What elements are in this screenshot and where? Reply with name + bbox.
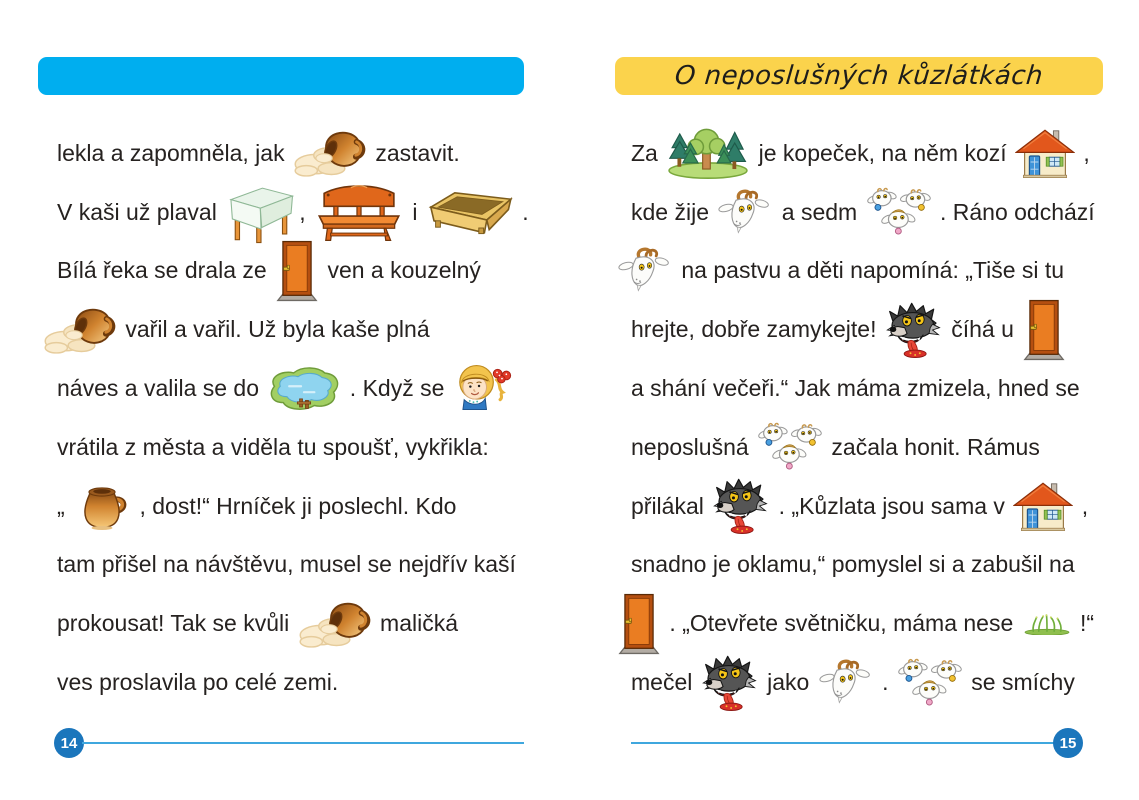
door-icon — [1022, 298, 1066, 362]
story-text: jako — [760, 669, 816, 696]
story-line — [57, 653, 527, 712]
story-text: číhá u — [944, 316, 1021, 343]
story-text: Za — [631, 139, 665, 166]
story-line — [57, 536, 527, 595]
story-line — [57, 359, 527, 418]
bench-icon — [314, 182, 404, 242]
footer-rule-left — [82, 742, 524, 744]
pond-icon — [267, 364, 341, 413]
story-line — [631, 183, 1103, 242]
story-text: neposlušná — [631, 433, 756, 460]
wolf-icon — [701, 655, 759, 711]
goat-kids-icon — [897, 656, 963, 710]
pot-spilled-icon — [298, 598, 372, 650]
story-text: lekla a zapomněla, jak — [57, 139, 291, 166]
story-line — [631, 359, 1103, 418]
story-text: tam přišel na návštěvu, musel se nejdřív kaší — [57, 551, 516, 578]
grass-icon — [1022, 613, 1072, 635]
story-text: hrejte, dobře zamykejte! — [631, 316, 883, 343]
story-text: . „Otevřete světničku, máma nese — [663, 610, 1020, 637]
story-text: a sedm — [775, 198, 864, 225]
house-icon — [1013, 480, 1073, 532]
story-line — [631, 536, 1103, 595]
wolf-icon — [712, 478, 770, 534]
story-text: vařil a vařil. Už byla kaše plná — [119, 316, 430, 343]
story-text: začala honit. Rámus — [825, 433, 1040, 460]
left-page-text — [57, 124, 527, 712]
story-line — [631, 653, 1103, 712]
goat-kids-icon — [866, 185, 932, 239]
girl-icon — [453, 361, 515, 416]
story-text: vrátila z města a viděla tu spoušť, vykřikla: — [57, 433, 489, 460]
page-number-badge-right: 15 — [1053, 728, 1083, 758]
story-text: , — [1075, 492, 1089, 519]
story-text: . Když se — [343, 375, 451, 402]
story-line — [615, 594, 1103, 653]
story-line — [615, 242, 1103, 301]
door-icon — [275, 239, 319, 303]
story-line — [57, 594, 527, 653]
story-text: i — [405, 198, 424, 225]
left-header-bar — [38, 57, 524, 95]
story-text: Bílá řeka se drala ze — [57, 257, 274, 284]
story-line — [57, 418, 527, 477]
story-text: , dost!“ Hrníček ji poslechl. Kdo — [133, 492, 457, 519]
story-line — [631, 477, 1103, 536]
story-line — [57, 242, 527, 301]
right-header-bar — [615, 57, 1103, 95]
story-line — [631, 300, 1103, 359]
story-text: snadno je oklamu,“ pomyslel si a zabušil na — [631, 551, 1075, 578]
story-line — [57, 124, 527, 183]
story-text: je kopeček, na něm kozí — [752, 139, 1014, 166]
story-text: „ — [57, 492, 72, 519]
pot-spilled-icon — [293, 127, 367, 179]
pot-icon — [73, 481, 131, 532]
goat-icon — [818, 659, 874, 706]
story-line — [57, 183, 527, 242]
house-icon — [1015, 127, 1075, 179]
story-text: V kaši už plaval — [57, 198, 224, 225]
story-text: ven a kouzelný — [321, 257, 481, 284]
goat-icon — [717, 189, 773, 236]
wolf-icon — [885, 302, 943, 358]
story-text: a shání večeři.“ Jak máma zmizela, hned se — [631, 375, 1080, 402]
story-text: maličká — [373, 610, 458, 637]
story-text: . — [875, 669, 895, 696]
pot-spilled-icon — [43, 304, 117, 356]
page-title: O neposlušných kůzlátkách — [673, 61, 1045, 91]
story-text: ves proslavila po celé zemi. — [57, 669, 339, 696]
story-text: . — [515, 198, 529, 225]
trough-icon — [426, 188, 514, 236]
goat-icon — [617, 247, 673, 294]
footer-rule-right — [631, 742, 1055, 744]
story-line — [41, 300, 527, 359]
story-text: zastavit. — [368, 139, 460, 166]
story-line — [631, 418, 1103, 477]
story-text: přilákal — [631, 492, 711, 519]
story-text: mečel — [631, 669, 699, 696]
story-line — [631, 124, 1103, 183]
right-page-text — [631, 124, 1103, 712]
table-icon — [225, 181, 297, 244]
story-text: , — [299, 198, 312, 225]
forest-icon — [666, 126, 750, 180]
goat-kids-icon — [757, 420, 823, 474]
story-text: náves a valila se do — [57, 375, 266, 402]
story-text: . Ráno odchází — [933, 198, 1095, 225]
story-text: !“ — [1073, 610, 1095, 637]
page-number-badge-left: 14 — [54, 728, 84, 758]
story-line — [57, 477, 527, 536]
story-text: se smíchy — [964, 669, 1075, 696]
story-text: prokousat! Tak se kvůli — [57, 610, 296, 637]
story-text: na pastvu a děti napomíná: „Tiše si tu — [675, 257, 1065, 284]
story-text: , — [1077, 139, 1090, 166]
story-text: . „Kůzlata jsou sama v — [772, 492, 1012, 519]
door-icon — [617, 592, 661, 656]
story-text: kde žije — [631, 198, 716, 225]
